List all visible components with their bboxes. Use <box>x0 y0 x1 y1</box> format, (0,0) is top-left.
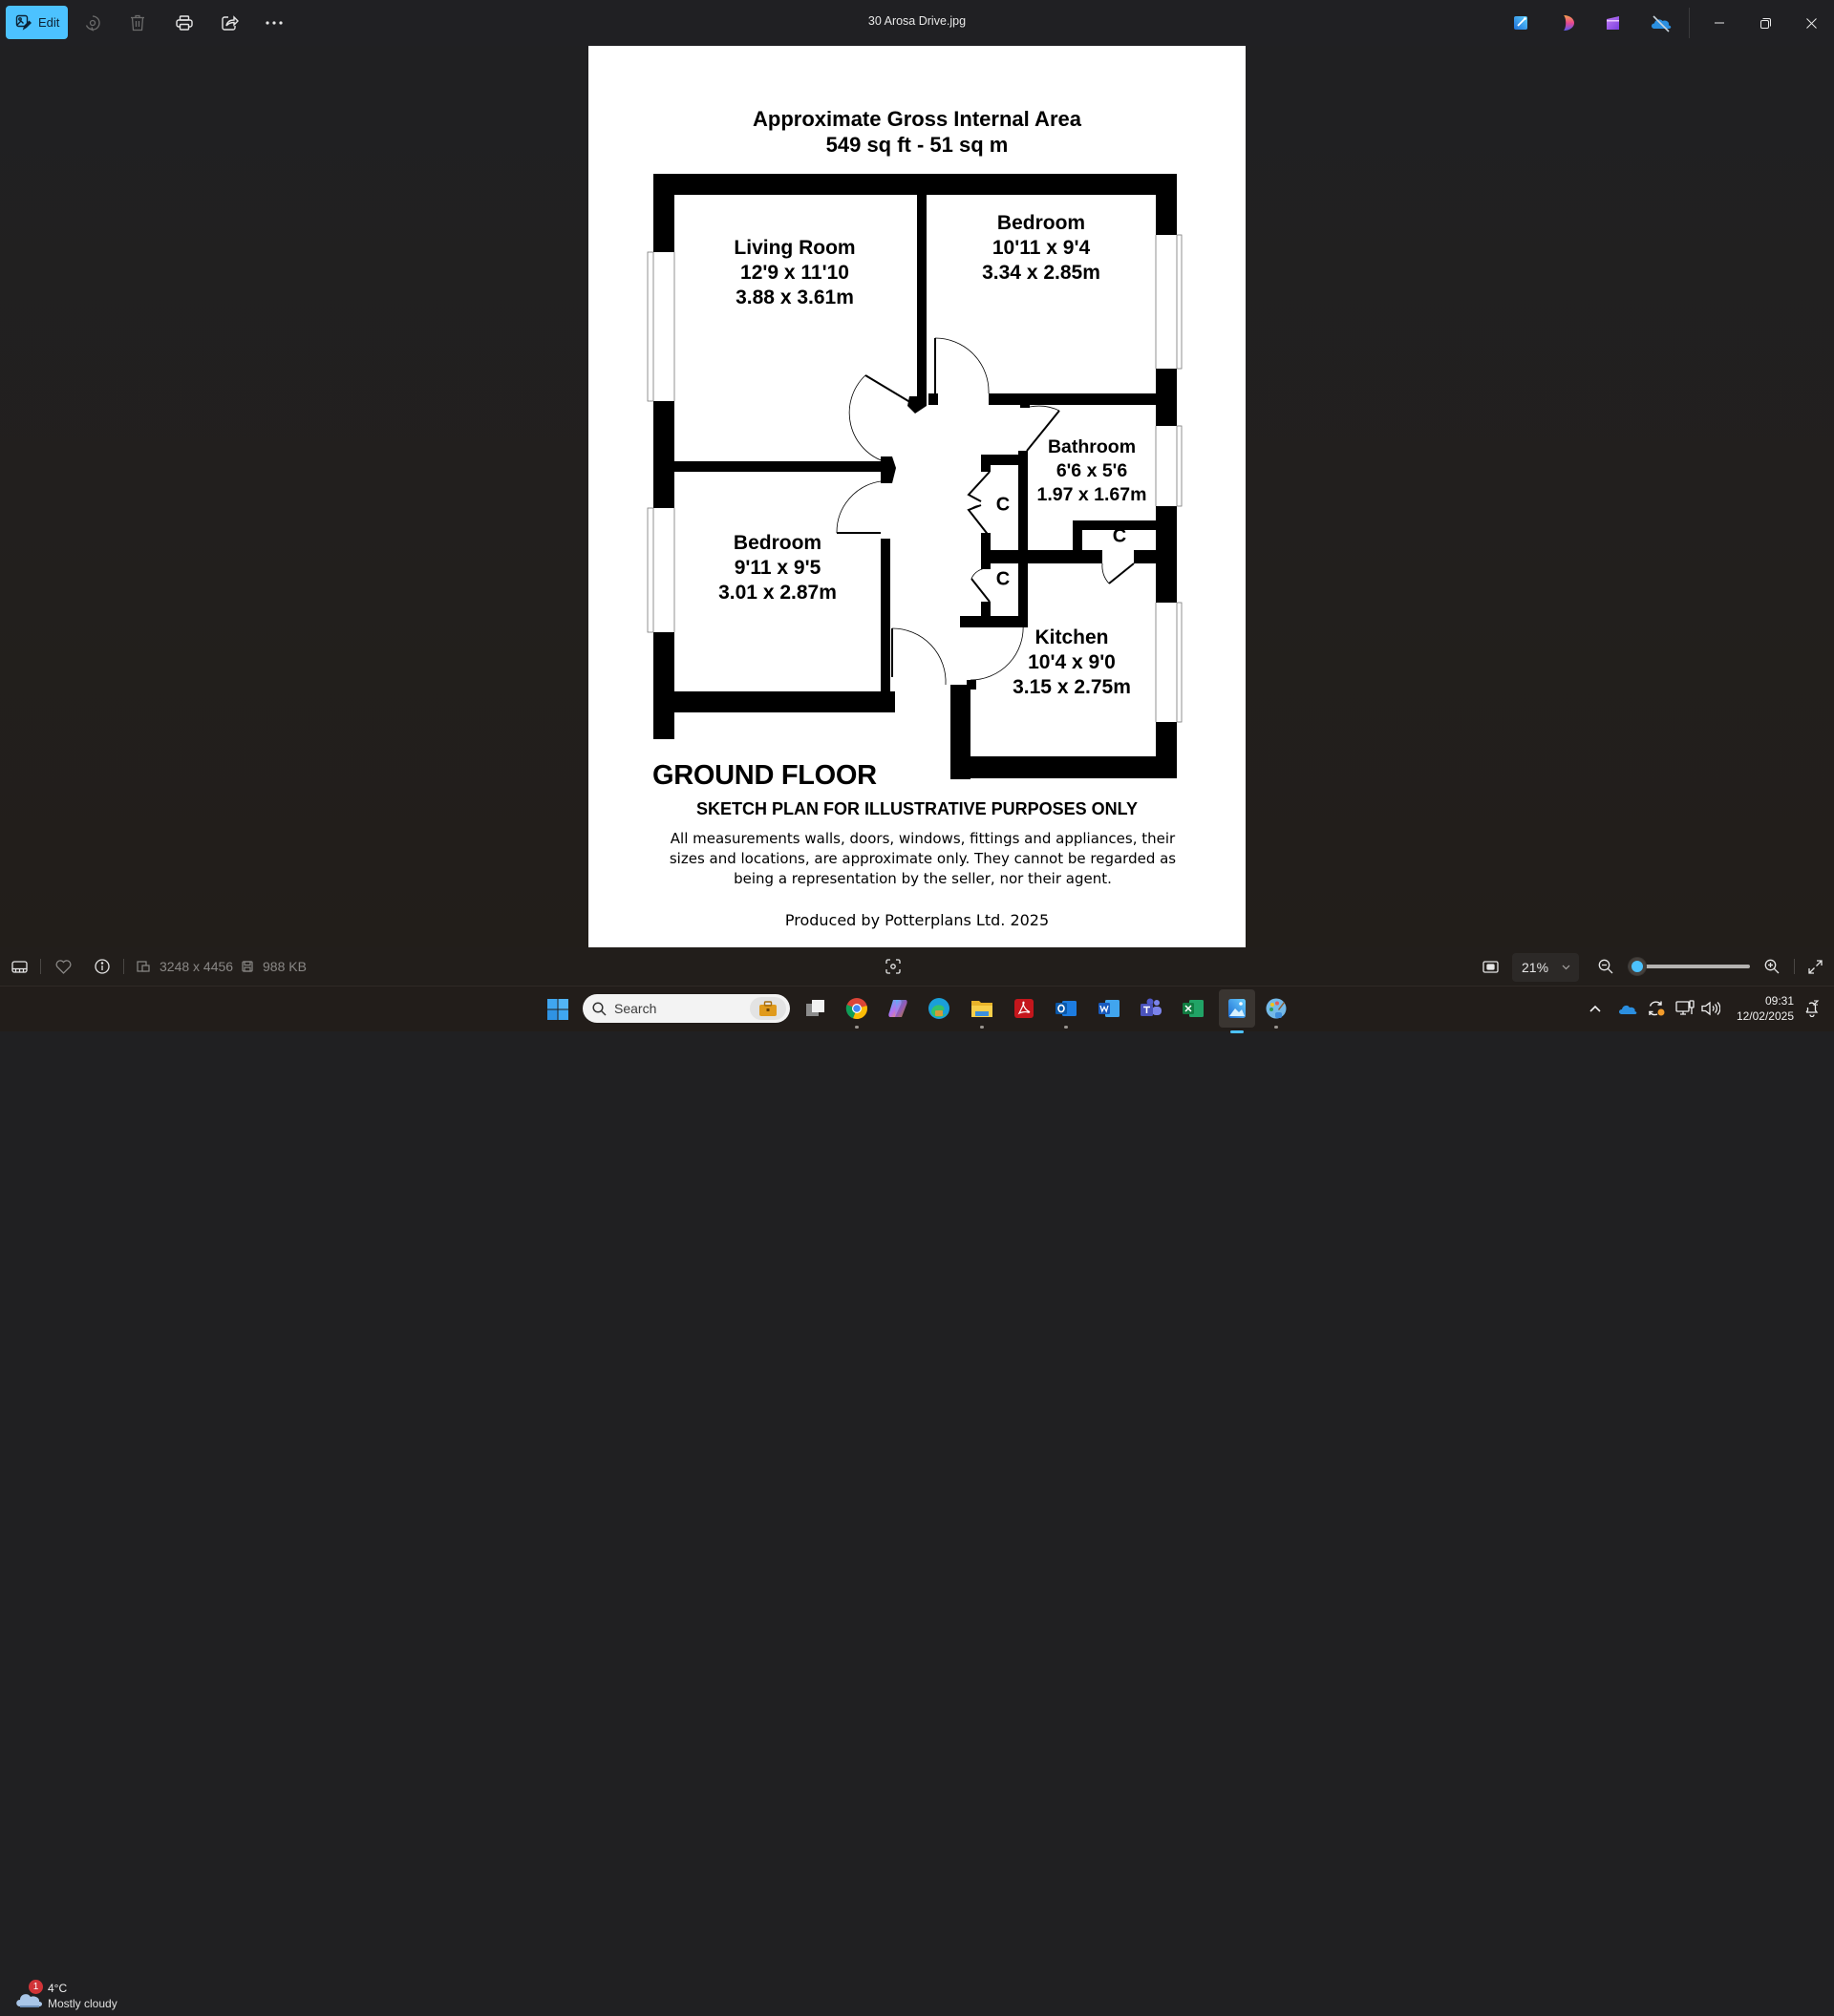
share-button[interactable] <box>213 6 247 40</box>
running-indicator <box>1274 1026 1278 1029</box>
notification-center-button[interactable] <box>1798 986 1826 1031</box>
acrobat-icon <box>1013 998 1034 1019</box>
room-metric-size: 1.97 x 1.67m <box>1036 484 1147 505</box>
window-title: 30 Arosa Drive.jpg <box>867 14 967 28</box>
teams-icon <box>1140 998 1162 1019</box>
taskbar-file-explorer[interactable] <box>967 993 997 1024</box>
chevron-up-icon <box>1589 1005 1601 1012</box>
tray-onedrive[interactable] <box>1614 986 1641 1031</box>
file-size-text: 988 KB <box>263 959 307 974</box>
room-label-bedroom-1 <box>982 211 1100 286</box>
save-disk-icon <box>242 961 253 972</box>
onedrive-off-icon <box>1649 11 1674 34</box>
taskbar-clock[interactable] <box>1727 993 1794 1024</box>
edit-image-icon <box>15 14 32 31</box>
visual-search-icon <box>885 959 901 974</box>
taskbar-task-view[interactable] <box>800 993 831 1024</box>
room-metric-size: 3.88 x 3.61m <box>736 286 854 308</box>
taskbar-search-box[interactable] <box>583 994 790 1023</box>
filmstrip-button[interactable] <box>10 947 29 986</box>
designer-button[interactable] <box>1509 11 1532 34</box>
room-name: Living Room <box>734 237 856 259</box>
weather-condition: Mostly cloudy <box>48 1997 117 2010</box>
taskbar <box>0 986 1834 2010</box>
taskbar-copilot[interactable] <box>883 993 913 1024</box>
room-imperial-size: 10'4 x 9'0 <box>1028 651 1116 673</box>
info-icon <box>95 959 110 974</box>
area-heading-title: Approximate Gross Internal Area <box>753 107 1081 131</box>
zoom-in-button[interactable] <box>1761 947 1782 986</box>
room-label-kitchen <box>1013 626 1131 700</box>
printer-icon <box>176 15 193 31</box>
clipchamp-copilot-icon <box>1556 11 1579 34</box>
sketch-note: SKETCH PLAN FOR ILLUSTRATIVE PURPOSES ONLY <box>695 799 1139 818</box>
minimize-icon <box>1715 18 1724 28</box>
running-indicator <box>855 1026 859 1029</box>
separator <box>1794 959 1795 974</box>
heart-icon <box>55 960 72 974</box>
active-app-indicator <box>1230 1030 1244 1033</box>
search-placeholder: Search <box>614 1001 657 1016</box>
dimensions-text: 3248 x 4456 <box>160 959 234 974</box>
show-hidden-icons-button[interactable] <box>1584 986 1607 1031</box>
room-name: Kitchen <box>1034 626 1109 648</box>
dimensions-icon <box>137 961 150 972</box>
taskbar-word[interactable] <box>1094 993 1124 1024</box>
edge-icon <box>928 997 950 1020</box>
print-button[interactable] <box>167 6 202 40</box>
briefcase-icon <box>758 1001 778 1017</box>
visual-search-button[interactable] <box>885 947 901 986</box>
separator <box>123 959 124 974</box>
producer-credit: Produced by Potterplans Ltd. 2025 <box>784 911 1050 929</box>
outlook-icon <box>1055 998 1077 1019</box>
task-view-icon <box>804 998 827 1019</box>
clock-date: 12/02/2025 <box>1736 1009 1794 1023</box>
tray-sync-status[interactable] <box>1643 986 1670 1031</box>
copilot-designer-button[interactable] <box>1556 11 1579 34</box>
room-imperial-size: 6'6 x 5'6 <box>1056 460 1128 481</box>
zoom-out-icon <box>1598 959 1613 974</box>
file-info-button[interactable] <box>93 947 112 986</box>
image-dimensions <box>137 947 233 986</box>
disclaimer-text: All measurements walls, doors, windows, fittings and appliances, their sizes and locations, are approximate only. They cannot be regarded as being a representation by the seller, nor their agent. <box>669 830 1177 887</box>
more-options-button[interactable] <box>257 6 291 40</box>
close-button[interactable] <box>1788 0 1834 46</box>
running-indicator <box>980 1026 984 1029</box>
taskbar-photos[interactable] <box>1219 989 1255 1028</box>
taskbar-excel[interactable] <box>1178 993 1208 1024</box>
separator <box>40 959 41 974</box>
closet-label: C <box>1112 525 1127 547</box>
close-icon <box>1806 18 1817 29</box>
taskbar-acrobat[interactable] <box>1009 993 1039 1024</box>
tray-network[interactable] <box>1673 986 1697 1031</box>
chrome-icon <box>845 997 868 1020</box>
copilot-icon <box>886 997 909 1020</box>
zoom-in-icon <box>1764 959 1780 974</box>
folder-icon <box>970 998 993 1019</box>
onedrive-cloud-icon <box>1618 1003 1637 1015</box>
room-metric-size: 3.01 x 2.87m <box>718 582 837 604</box>
clipchamp-button[interactable] <box>1602 11 1625 34</box>
expand-icon <box>1808 960 1823 974</box>
room-name: Bathroom <box>1047 436 1137 457</box>
closet-label: C <box>995 494 1011 516</box>
delete-button[interactable] <box>120 6 155 40</box>
search-highlight-button[interactable] <box>750 997 786 1020</box>
taskbar-edge[interactable] <box>924 993 954 1024</box>
taskbar-teams[interactable] <box>1136 993 1166 1024</box>
taskbar-chrome[interactable] <box>842 993 872 1024</box>
room-label-living-room <box>734 236 855 310</box>
area-heading-value: 549 sq ft - 51 sq m <box>825 133 1009 157</box>
toolbar-separator <box>1689 8 1690 38</box>
weather-temperature: 4°C <box>48 1982 68 1995</box>
edit-button[interactable] <box>6 6 68 39</box>
fit-screen-icon <box>1482 961 1499 973</box>
start-button[interactable] <box>543 994 573 1025</box>
actual-size-button[interactable] <box>1481 947 1500 986</box>
notification-bell-snooze-icon <box>1803 1000 1821 1017</box>
favorite-button[interactable] <box>53 947 73 986</box>
more-icon <box>266 21 283 25</box>
designer-icon <box>1509 11 1532 34</box>
network-ethernet-icon <box>1675 1000 1695 1017</box>
weather-alert-badge: 1 <box>29 1980 43 1994</box>
file-size <box>242 947 307 986</box>
zoom-level-value: 21% <box>1522 960 1549 975</box>
photos-icon <box>1226 997 1248 1020</box>
excel-icon <box>1182 998 1205 1019</box>
room-metric-size: 3.15 x 2.75m <box>1013 676 1131 698</box>
speaker-icon <box>1701 1001 1720 1016</box>
minimize-button[interactable] <box>1696 0 1742 46</box>
title-bar <box>0 0 1834 46</box>
filmstrip-icon <box>11 961 28 973</box>
zoom-level-dropdown[interactable] <box>1512 953 1579 982</box>
room-label-bedroom-2 <box>718 531 837 605</box>
windows-logo-icon <box>546 998 569 1021</box>
sync-icon <box>1647 999 1666 1018</box>
room-imperial-size: 12'9 x 11'10 <box>740 262 849 284</box>
tray-volume[interactable] <box>1698 986 1723 1031</box>
floor-label: GROUND FLOOR <box>652 760 877 791</box>
photos-app-window <box>0 0 1834 986</box>
trash-icon <box>130 14 145 32</box>
room-imperial-size: 9'11 x 9'5 <box>734 557 821 579</box>
search-icon <box>592 1002 607 1016</box>
clock-time: 09:31 <box>1764 994 1794 1008</box>
rotate-icon <box>84 14 101 32</box>
weather-widget[interactable] <box>15 1978 130 2016</box>
word-icon <box>1098 998 1120 1019</box>
running-indicator <box>1064 1026 1068 1029</box>
closet-label: C <box>995 568 1011 590</box>
onedrive-status-button[interactable] <box>1649 11 1672 34</box>
chevron-down-icon <box>1562 965 1570 970</box>
taskbar-paint[interactable] <box>1261 993 1291 1024</box>
taskbar-outlook[interactable] <box>1051 993 1081 1024</box>
room-imperial-size: 10'11 x 9'4 <box>992 237 1091 259</box>
edit-label: Edit <box>38 15 60 30</box>
clipchamp-icon <box>1602 11 1625 34</box>
zoom-out-button[interactable] <box>1595 947 1616 986</box>
rotate-button[interactable] <box>75 6 110 40</box>
room-name: Bedroom <box>996 212 1086 234</box>
room-metric-size: 3.34 x 2.85m <box>982 262 1100 284</box>
fullscreen-button[interactable] <box>1805 947 1824 986</box>
image-canvas[interactable] <box>588 46 1246 947</box>
room-name: Bedroom <box>733 532 822 554</box>
zoom-slider-track[interactable] <box>1635 965 1750 968</box>
zoom-slider-thumb[interactable] <box>1629 958 1646 975</box>
room-label-bathroom <box>1037 435 1147 507</box>
restore-button[interactable] <box>1742 0 1788 46</box>
paint-icon <box>1265 997 1288 1020</box>
share-icon <box>222 15 239 31</box>
restore-icon <box>1760 18 1771 29</box>
